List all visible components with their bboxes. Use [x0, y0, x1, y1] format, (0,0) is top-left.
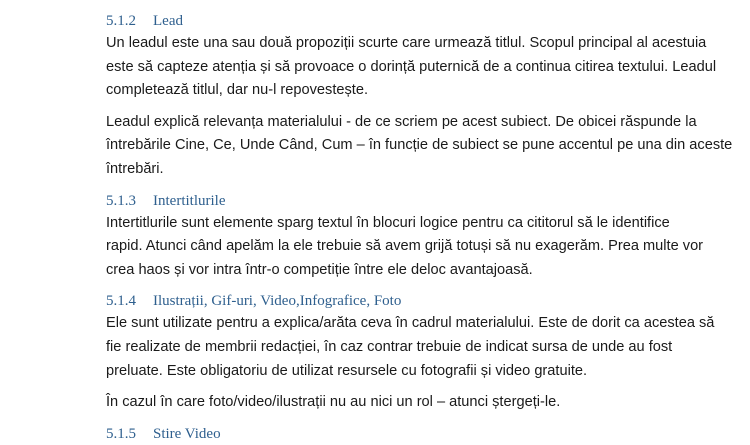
text-line: Leadul explică relevanța materialului - de ce scriem pe acest subiect. De obicei răspunde la	[106, 113, 697, 130]
text-line: Intertitlurile sunt elemente sparg textul în blocuri logice pentru ca cititorul să le identifice	[106, 214, 670, 231]
text-line: preluate. Este obligatoriu de utilizat resursele cu fotografii și video gratuite.	[106, 362, 588, 379]
text-line: rapid. Atunci când apelăm la ele trebuie să avem grijă totuși să nu exagerăm. Prea multe vor	[106, 238, 704, 255]
text-line: fie realizate de membrii redacției, în caz contrar trebuie de indicat sursa de unde au fost	[106, 338, 673, 355]
text-line: este să capteze atenția și să provoace o dorință puternică de a continua citirea textului. Leadul	[106, 58, 717, 75]
paragraph	[106, 391, 746, 415]
document-page	[106, 10, 746, 445]
section-heading-intertitlurile	[106, 190, 746, 212]
section-title: Intertitlurile	[153, 192, 226, 209]
section-number: 5.1.5	[106, 425, 136, 442]
text-line: crea haos și vor intra într-o competiție între ele deloc avantajoasă.	[106, 261, 533, 278]
section-title: Lead	[153, 13, 183, 29]
section-heading-stire-video	[106, 423, 746, 445]
paragraph	[106, 32, 746, 103]
section-title: Ilustrații, Gif-uri, Video,Infografice, Foto	[153, 293, 402, 310]
paragraph	[106, 111, 746, 182]
text-line: completează titlul, dar nu-l repovestește.	[106, 82, 369, 99]
paragraph	[106, 312, 746, 383]
section-number: 5.1.3	[106, 192, 136, 209]
text-line: întrebările Cine, Ce, Unde Când, Cum – în funcție de subiect se pune accentul pe una din aceste	[106, 137, 733, 154]
text-line: În cazul în care foto/video/ilustrații nu au nici un rol – atunci ștergeți-le.	[106, 394, 561, 411]
section-heading-ilustratii	[106, 290, 746, 312]
text-line: Ele sunt utilizate pentru a explica/arăta ceva în cadrul materialului. Este de dorit ca acestea să	[106, 315, 715, 332]
section-heading-lead	[106, 10, 746, 32]
section-number: 5.1.4	[106, 293, 136, 310]
paragraph	[106, 212, 746, 283]
text-line: Un leadul este una sau două propoziții scurte care urmează titlul. Scopul principal al acestuia	[106, 35, 707, 51]
section-number: 5.1.2	[106, 13, 136, 29]
section-title: Stire Video	[153, 425, 221, 442]
text-line: întrebări.	[106, 160, 164, 177]
